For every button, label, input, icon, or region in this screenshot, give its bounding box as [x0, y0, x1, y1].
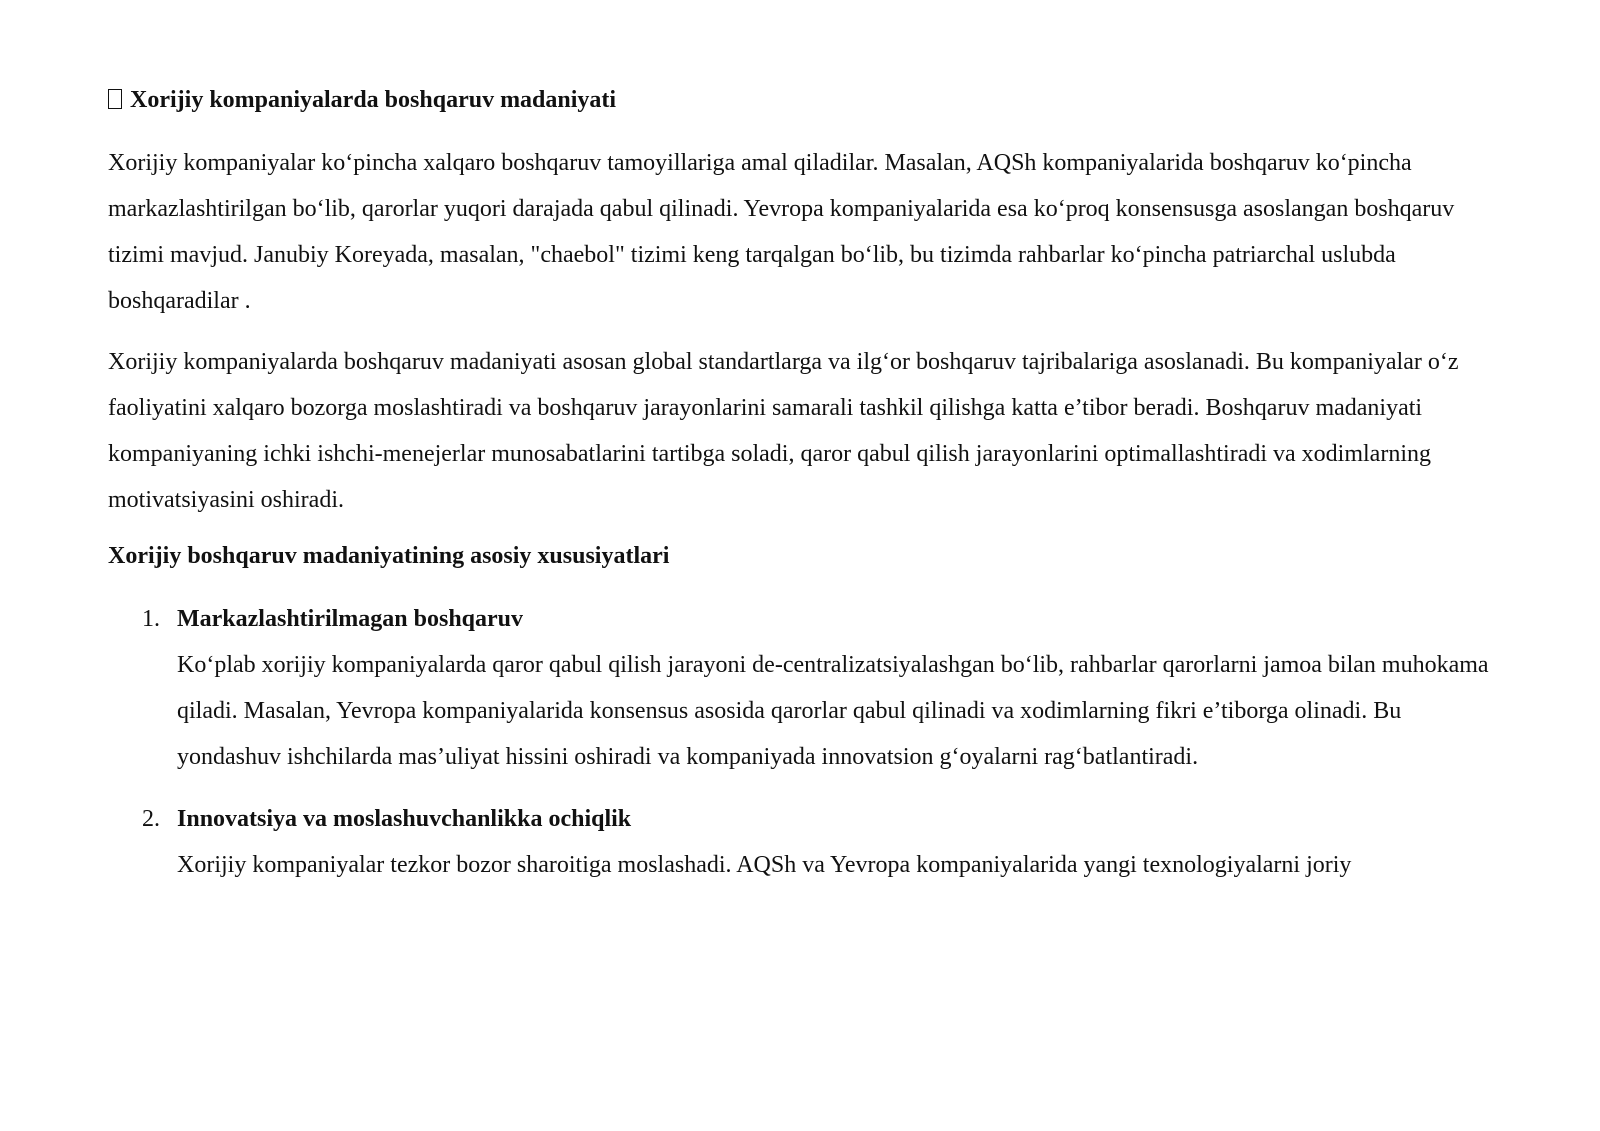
- list-item-number: 1.: [142, 606, 160, 632]
- list-item-text: Koʻplab xorijiy kompaniyalarda qaror qabul qilish jarayoni de-centralizatsiyalashgan boʻlib, rahbarlar qarorlarni jamoa bilan muhokama qiladi. Masalan, Yevropa kompaniyalarida konsensus asosida qarorlar qabul qilinadi va xodimlarning fikri e’tiborga olinadi. Bu yondashuv ishchilarda mas’uliyat hissini oshiradi va kompaniyada innovatsion gʻoyalarni ragʻbatlantiradi.: [177, 652, 1489, 770]
- document-content: [108, 82, 1508, 904]
- features-list: [108, 596, 1508, 888]
- missing-glyph-icon: [108, 89, 122, 109]
- list-item-title: Innovatsiya va moslashuvchanlikka ochiqlik: [177, 806, 632, 832]
- list-item: [108, 596, 1508, 780]
- document-title: [108, 82, 1508, 118]
- paragraph-intro: Xorijiy kompaniyalar koʻpincha xalqaro boshqaruv tamoyillariga amal qiladilar. Masalan, AQSh kompaniyalarida boshqaruv koʻpincha markazlashtirilgan boʻlib, qarorlar yuqori darajada qabul qilinadi. Yevropa kompaniyalarida esa koʻproq konsensusga asoslangan boshqaruv tizimi mavjud. Janubiy Koreyada, masalan, "chaebol" tizimi keng tarqalgan boʻlib, bu tizimda rahbarlar koʻpincha patriarchal uslubda boshqaradilar .: [108, 150, 1455, 314]
- paragraph-culture: Xorijiy kompaniyalarda boshqaruv madaniyati asosan global standartlarga va ilgʻor boshqaruv tajribalariga asoslanadi. Bu kompaniyalar oʻz faoliyatini xalqaro bozorga moslashtiradi va boshqaruv jarayonlarini samarali tashkil qilishga katta e’tibor beradi. Boshqaruv madaniyati kompaniyaning ichki ishchi-menejerlar munosabatlarini tartibga soladi, qaror qabul qilish jarayonlarini optimallashtiradi va xodimlarning motivatsiyasini oshiradi.: [108, 349, 1459, 513]
- document-title-text: Xorijiy kompaniyalarda boshqaruv madaniyati: [130, 87, 617, 113]
- list-item-text: Xorijiy kompaniyalar tezkor bozor sharoitiga moslashadi. AQSh va Yevropa kompaniyalarida yangi texnologiyalarni joriy: [177, 852, 1352, 878]
- list-item: [108, 796, 1508, 888]
- list-item-title: Markazlashtirilmagan boshqaruv: [177, 606, 524, 632]
- section-subheading: Xorijiy boshqaruv madaniyatining asosiy xususiyatlari: [108, 543, 670, 569]
- list-item-number: 2.: [142, 806, 160, 832]
